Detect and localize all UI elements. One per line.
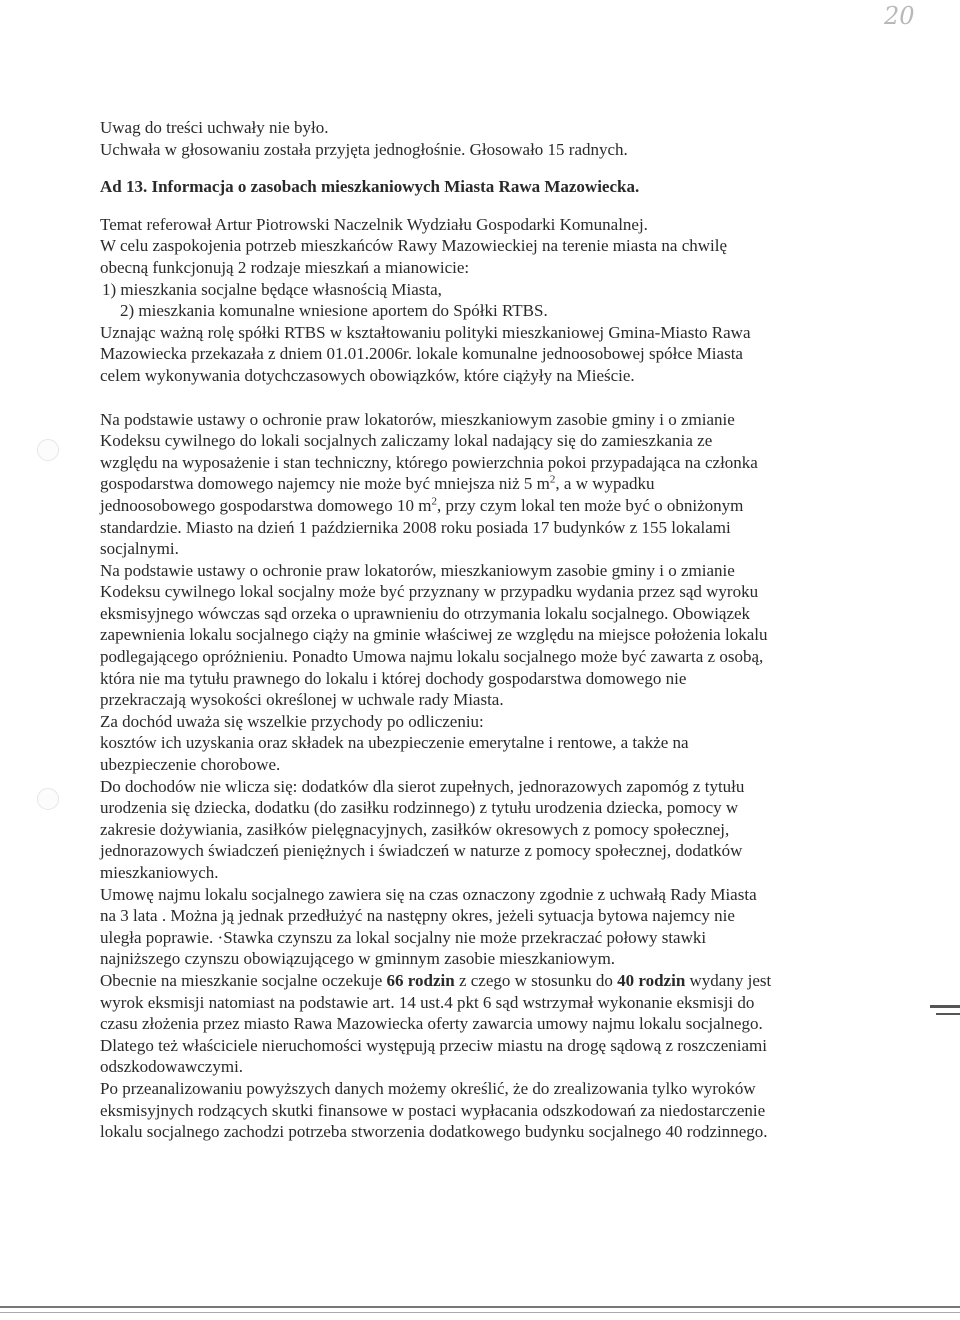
text-line: standardzie. Miasto na dzień 1 października 2008 roku posiada 17 budynków z 155 lokalami: [100, 517, 731, 537]
text-line: W celu zaspokojenia potrzeb mieszkańców Rawy Mazowieckiej na terenie miasta na chwilę: [100, 236, 728, 256]
bottom-scan-line: [0, 1306, 960, 1308]
text-line: obecną funkcjonują 2 rodzaje mieszkań a mianowicie:: [100, 257, 470, 277]
text-line: na 3 lata . Można ją jednak przedłużyć na następny okres, jeżeli sytuacja bytowa najemcy nie: [100, 906, 735, 926]
text-line: podlegającego opróżnieniu. Ponadto Umowa najmu lokalu socjalnego może być zawarta z osobą,: [100, 647, 764, 667]
text-line: Temat referował Artur Piotrowski Naczelnik Wydziału Gospodarki Komunalnej.: [100, 214, 648, 234]
page-number: 20: [884, 2, 915, 30]
text-line: Kodeksu cywilnego lokal socjalny może być przyznany w przypadku wydania przez sąd wyroku: [100, 582, 759, 602]
document-body: [100, 117, 840, 1143]
text-line: przekraczają wysokości określonej w uchwale rady Miasta.: [100, 690, 504, 710]
text-line: uległa poprawie. ·Stawka czynszu za lokal socjalny nie może przekraczać połowy stawki: [100, 927, 707, 947]
text-line: ubezpieczenie chorobowe.: [100, 755, 281, 775]
list-item: 2) mieszkania komunalne wniesione aportem do Spółki RTBS.: [120, 301, 548, 321]
text-line: mieszkaniowych.: [100, 863, 219, 882]
text-line: zakresie dożywiania, zasiłków pielęgnacyjnych, zasiłków okresowych z pomocy społecznej,: [100, 819, 730, 839]
text-line: lokalu socjalnego zachodzi potrzeba stworzenia dodatkowego budynku socjalnego 40 rodzinnego.: [100, 1122, 768, 1142]
text-line: Za dochód uważa się wszelkie przychody po odliczeniu:: [100, 711, 484, 731]
edge-mark: [936, 1013, 960, 1015]
text-line: gospodarstwa domowego najemcy nie może być mniejsza niż 5 $m^2$, a w wypadku: [100, 473, 655, 494]
text-line: Mazowiecka przekazała z dniem 01.01.2006r. lokale komunalne jednoosobowej spółce Miasta: [100, 344, 743, 364]
text-line: eksmisyjnych rodzących skutki finansowe w postaci wypłacania odszkodowań za niedostarczenie: [100, 1100, 766, 1120]
text-line: Uznając ważną rolę spółki RTBS w kształtowaniu polityki mieszkaniowej Gmina-Miasto Rawa: [100, 322, 751, 342]
text-line: socjalnymi.: [100, 539, 179, 559]
text-line: Na podstawie ustawy o ochronie praw lokatorów, mieszkaniowym zasobie gminy i o zmianie: [100, 409, 735, 429]
text-line: względu na wyposażenie i stan techniczny, którego powierzchnia pokoi przypadająca na członka: [100, 452, 758, 472]
text-line: najniższego czynszu obowiązującego w gminnym zasobie mieszkaniowym.: [100, 949, 616, 969]
text-line: Uchwała w głosowaniu została przyjęta jednogłośnie. Głosowało 15 radnych.: [100, 139, 628, 159]
text-line: eksmisyjnego wówczas sąd orzeka o uprawnieniu do otrzymania lokalu socjalnego. Obowiązek: [100, 603, 751, 623]
text-line: Obecnie na mieszkanie socjalne oczekuje 66 rodzin z czego w stosunku do 40 rodzin wydany jest: [100, 970, 772, 990]
text-line: zapewnienia lokalu socjalnego ciąży na gminie właściwej ze względu na miejsce położenia lokalu: [100, 625, 768, 645]
punch-hole-bottom: [37, 788, 59, 810]
text-line: która nie ma tytułu prawnego do lokalu i której dochody gospodarstwa domowego nie: [100, 668, 687, 688]
agenda-item-heading: Ad 13. Informacja o zasobach mieszkaniowych Miasta Rawa Mazowiecka.: [100, 177, 640, 197]
text-line: wyrok eksmisji natomiast na podstawie art. 14 ust.4 pkt 6 sąd wstrzymał wykonanie eksmisji do: [100, 992, 755, 1012]
text-line: jednorazowych świadczeń pieniężnych i świadczeń w naturze z pomocy społecznej, dodatków: [100, 841, 743, 861]
text-line: Na podstawie ustawy o ochronie praw lokatorów, mieszkaniowym zasobie gminy i o zmianie: [100, 560, 735, 580]
text-line: Dlatego też właściciele nieruchomości występują przeciw miastu na drogę sądową z roszczeniami: [100, 1035, 767, 1055]
text-line: Po przeanalizowaniu powyższych danych możemy określić, że do zrealizowania tylko wyroków: [100, 1078, 756, 1098]
text-line: urodzenia się dziecka, dodatku (do zasiłku rodzinnego) z tytułu urodzenia dziecka, pomocy w: [100, 798, 739, 818]
list-item: 1) mieszkania socjalne będące własnością Miasta,: [102, 279, 442, 299]
text-line: celem wykonywania dotychczasowych obowiązków, które ciążyły na Mieście.: [100, 365, 635, 385]
bottom-scan-line: [0, 1312, 960, 1313]
text-line: kosztów ich uzyskania oraz składek na ubezpieczenie emerytalne i rentowe, a także na: [100, 733, 689, 753]
punch-hole-top: [37, 439, 59, 461]
text-line: Umowę najmu lokalu socjalnego zawiera się na czas oznaczony zgodnie z uchwałą Rady Miasta: [100, 884, 757, 904]
edge-mark: [930, 1005, 960, 1008]
text-line: jednoosobowego gospodarstwa domowego 10 $m^2$, przy czym lokal ten może być o obniżonym: [100, 495, 744, 515]
text-line: odszkodowawczymi.: [100, 1057, 244, 1077]
text-line: Do dochodów nie wlicza się: dodatków dla sierot zupełnych, jednorazowych zapomóg z tytułu: [100, 776, 745, 796]
text-line: czasu złożenia przez miasto Rawa Mazowiecka oferty zawarcia umowy najmu lokalu socjalnego.: [100, 1014, 763, 1034]
text-line: Uwag do treści uchwały nie było.: [100, 118, 329, 137]
text-line: Kodeksu cywilnego do lokali socjalnych zaliczamy lokal nadający się do zamieszkania ze: [100, 431, 713, 451]
